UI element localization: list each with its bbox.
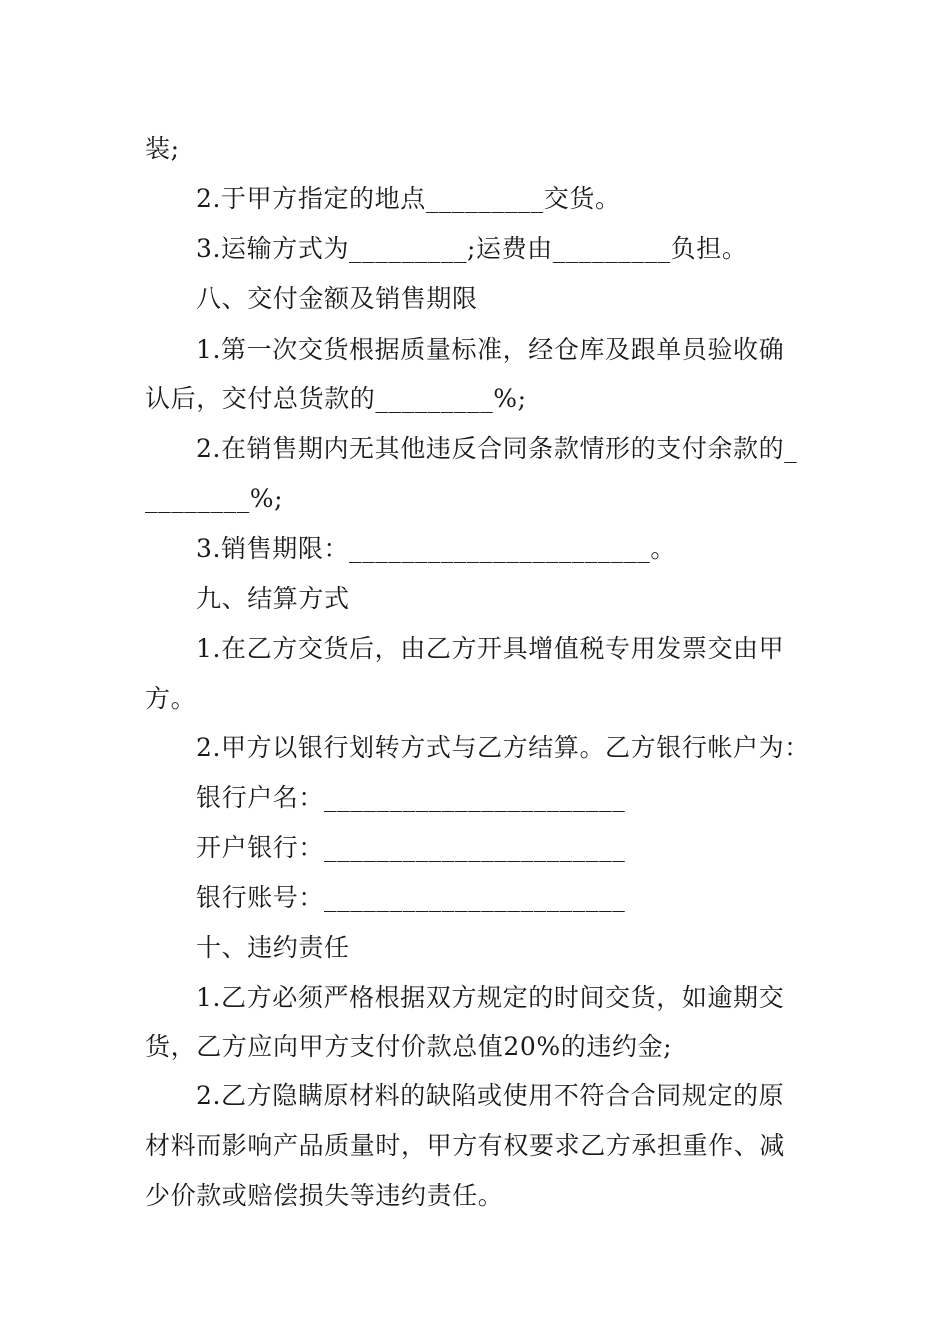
text-line: 2.乙方隐瞒原材料的缺陷或使用不符合合同规定的原 bbox=[196, 1081, 785, 1110]
text-line: 银行账号：_______________________ bbox=[196, 883, 626, 912]
text-line: 货，乙方应向甲方支付价款总值20%的违约金; bbox=[145, 1032, 673, 1061]
text-line: 1.第一次交货根据质量标准，经仓库及跟单员验收确 bbox=[196, 335, 785, 364]
text-line: 少价款或赔偿损失等违约责任。 bbox=[145, 1181, 504, 1210]
text-line: 1.在乙方交货后，由乙方开具增值税专用发票交由甲 bbox=[196, 634, 785, 663]
text-line: ________%; bbox=[145, 484, 284, 513]
text-line: 材料而影响产品质量时，甲方有权要求乙方承担重作、减 bbox=[145, 1131, 786, 1160]
text-line: 2.甲方以银行划转方式与乙方结算。乙方银行帐户为： bbox=[196, 733, 810, 762]
text-line: 2.在销售期内无其他违反合同条款情形的支付余款的_ bbox=[196, 434, 798, 463]
text-line: 1.乙方必须严格根据双方规定的时间交货，如逾期交 bbox=[196, 983, 785, 1012]
section-heading: 十、违约责任 bbox=[196, 933, 350, 962]
text-line: 2.于甲方指定的地点_________交货。 bbox=[196, 184, 621, 213]
text-line: 银行户名：_______________________ bbox=[196, 783, 626, 812]
text-line: 方。 bbox=[145, 684, 197, 713]
text-line: 开户银行：_______________________ bbox=[196, 833, 626, 862]
text-line: 认后，交付总货款的_________%; bbox=[145, 384, 527, 413]
text-line: 装; bbox=[145, 134, 180, 163]
text-line: 3.运输方式为_________;运费由_________负担。 bbox=[196, 234, 748, 263]
text-line: 3.销售期限：_______________________。 bbox=[196, 534, 676, 563]
section-heading: 八、交付金额及销售期限 bbox=[196, 284, 478, 313]
section-heading: 九、结算方式 bbox=[196, 584, 350, 613]
